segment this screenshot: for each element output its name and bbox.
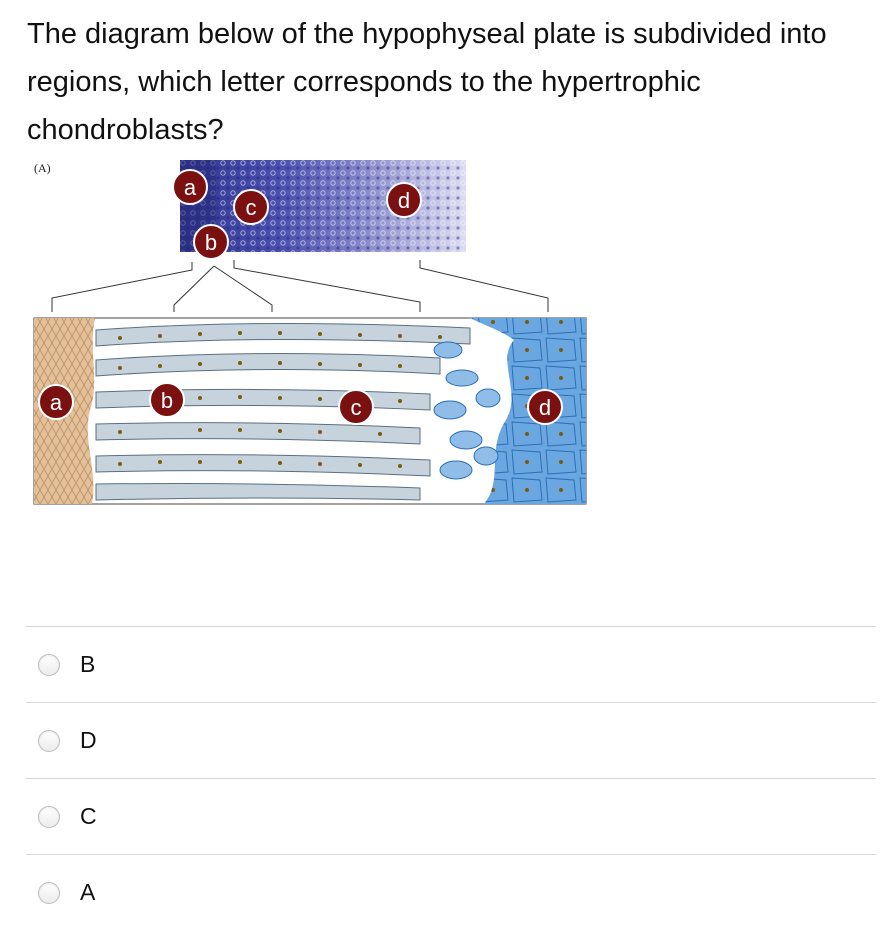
option-b[interactable] <box>26 626 876 702</box>
svg-text:b: b <box>160 388 174 413</box>
radio-button-c[interactable] <box>38 806 60 828</box>
svg-text:a: a <box>183 175 197 200</box>
option-label: D <box>80 727 97 753</box>
bottom-marker-a <box>39 385 73 419</box>
svg-text:c: c <box>350 395 362 420</box>
option-label: C <box>80 803 97 829</box>
radio-button-b[interactable] <box>38 654 60 676</box>
connector-lines <box>52 260 548 312</box>
top-marker-d <box>387 183 421 217</box>
svg-text:a: a <box>49 390 63 415</box>
svg-text:b: b <box>204 230 218 255</box>
svg-text:c: c <box>245 195 257 220</box>
option-d[interactable] <box>26 702 876 778</box>
panel-label: (A) <box>34 161 51 175</box>
svg-text:d: d <box>538 395 552 420</box>
svg-text:d: d <box>397 188 411 213</box>
option-a[interactable] <box>26 854 876 930</box>
radio-button-a[interactable] <box>38 882 60 904</box>
growth-plate-schematic <box>34 318 586 504</box>
question-text: The diagram below of the hypophyseal plate is subdivided into regions, which letter corresponds to the hypertrophic chondroblasts? <box>27 18 827 146</box>
bottom-marker-b <box>150 383 184 417</box>
top-marker-b <box>194 225 228 259</box>
top-marker-a <box>173 170 207 204</box>
option-c[interactable] <box>26 778 876 854</box>
option-label: A <box>80 879 96 905</box>
radio-button-d[interactable] <box>38 730 60 752</box>
answer-options <box>26 626 876 930</box>
bottom-marker-d <box>528 390 562 424</box>
bottom-marker-c <box>339 390 373 424</box>
top-marker-c <box>234 190 268 224</box>
option-label: B <box>80 651 96 677</box>
